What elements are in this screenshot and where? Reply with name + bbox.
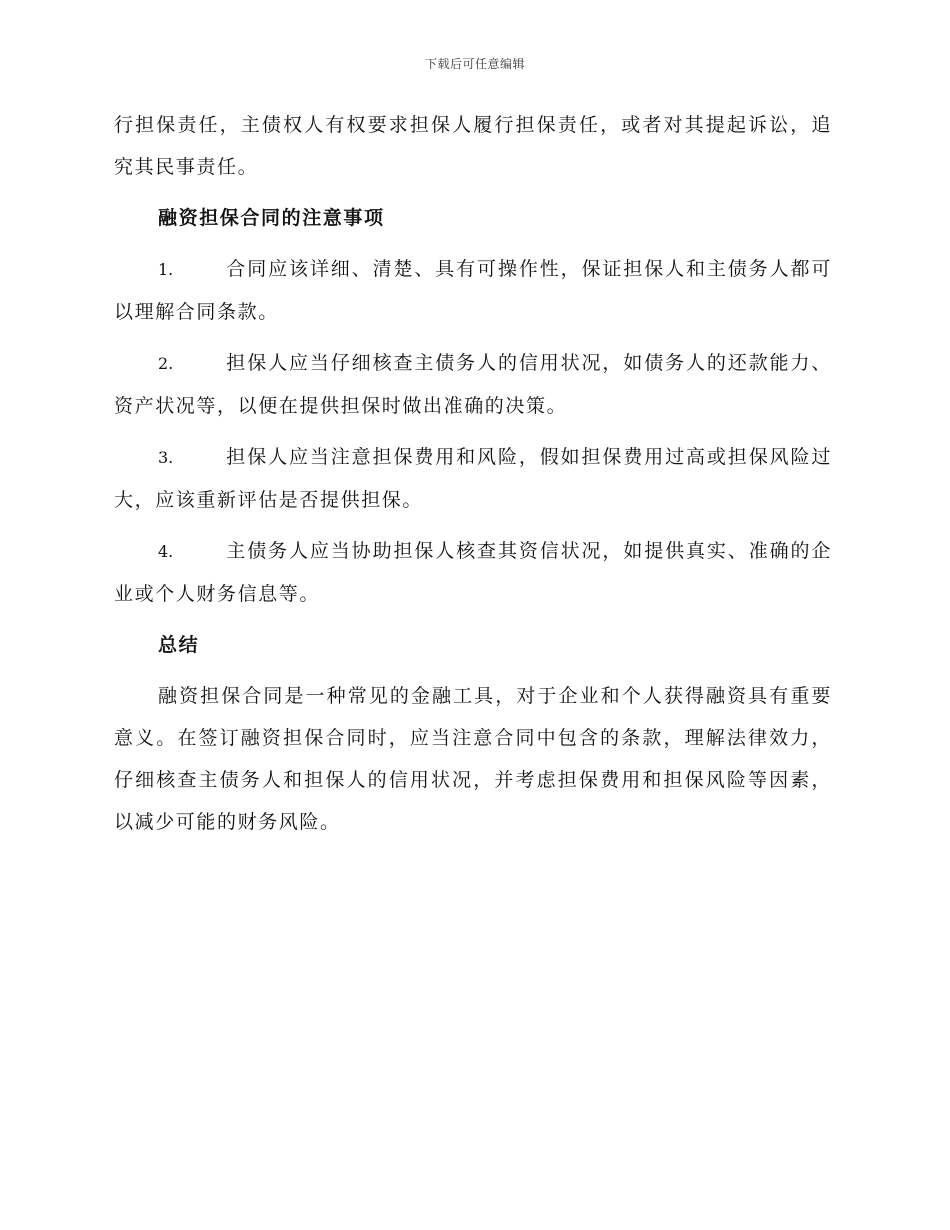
list-item-4: [114, 530, 832, 615]
list-item-2: [114, 342, 832, 427]
list-item-text: 担保人应当仔细核查主债务人的信用状况，如债务人的还款能力、资产状况等，以便在提供担保时做出准确的决策。: [114, 352, 832, 417]
list-item-text: 合同应该详细、清楚、具有可操作性，保证担保人和主债务人都可以理解合同条款。: [114, 258, 832, 323]
list-item-1: [114, 248, 832, 333]
summary-paragraph: 融资担保合同是一种常见的金融工具，对于企业和个人获得融资具有重要意义。在签订融资担保合同时，应当注意合同中包含的条款，理解法律效力，仔细核查主债务人和担保人的信用状况，并考虑担保费用和担保风险等因素，以减少可能的财务风险。: [114, 685, 832, 833]
intro-paragraph: 行担保责任，主债权人有权要求担保人履行担保责任，或者对其提起诉讼，追究其民事责任。: [114, 114, 832, 178]
list-item-number: 4.: [158, 542, 174, 561]
section-heading-summary: 总结: [158, 634, 200, 656]
list-item-text: 主债务人应当协助担保人核查其资信状况，如提供真实、准确的企业或个人财务信息等。: [114, 540, 832, 605]
document-body: [114, 104, 832, 852]
section-heading-notes: 融资担保合同的注意事项: [158, 207, 385, 229]
list-item-text: 担保人应当注意担保费用和风险，假如担保费用过高或担保风险过大，应该重新评估是否提供担保。: [114, 446, 832, 511]
list-item-number: 3.: [158, 448, 174, 467]
list-item-number: 2.: [158, 354, 174, 373]
list-item-number: 1.: [158, 260, 174, 279]
list-item-3: [114, 436, 832, 521]
header-note: 下载后可任意编辑: [424, 57, 525, 71]
